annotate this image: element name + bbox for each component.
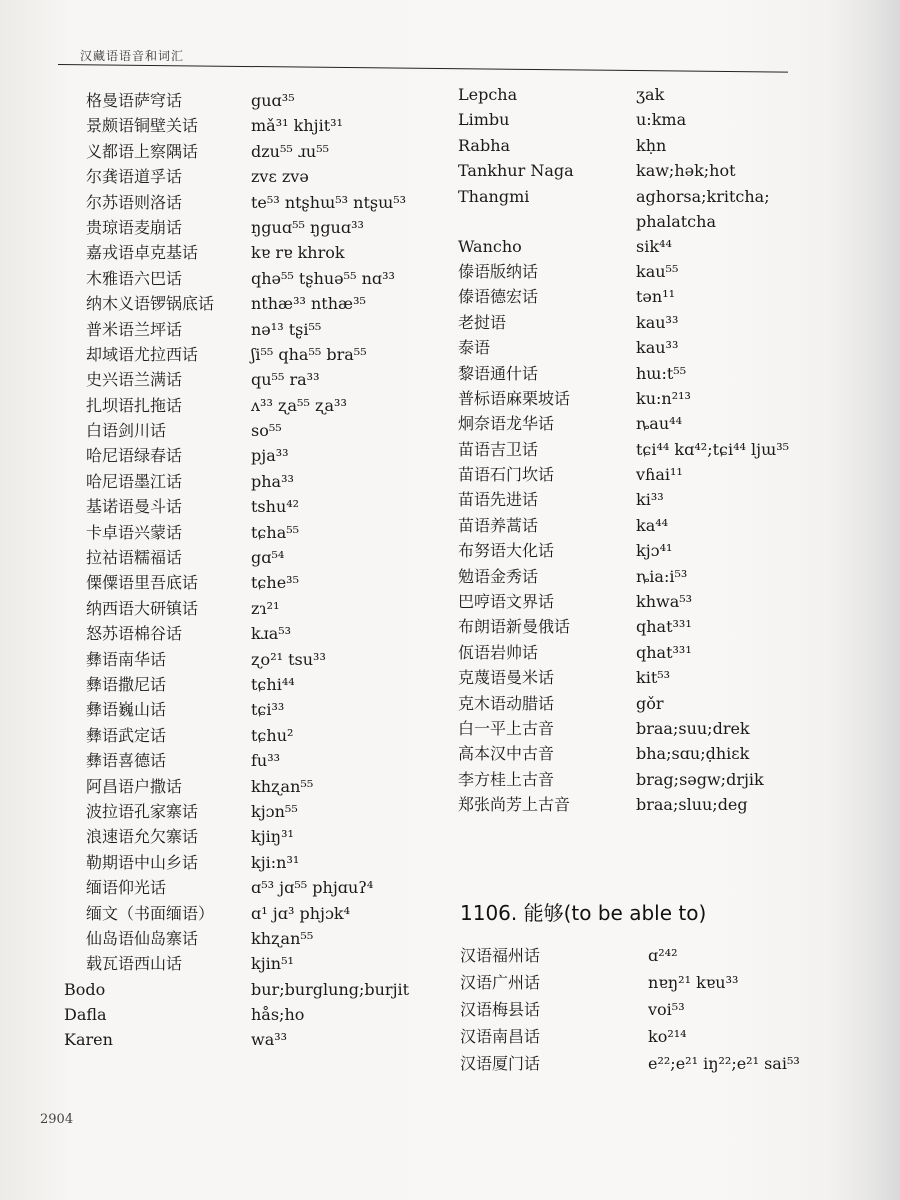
entry-row <box>458 716 818 741</box>
phonetic-form: kɐ rɐ khrok <box>251 243 345 263</box>
entry-row <box>64 418 444 443</box>
language-name: 纳西语大研镇话 <box>86 598 199 618</box>
phonetic-form: te⁵³ ntʂhɯ⁵³ ntʂɯ⁵³ <box>251 192 407 212</box>
language-name: 彝语撒尼话 <box>86 674 167 694</box>
entry-row <box>458 234 818 259</box>
language-name: 怒苏语棉谷话 <box>86 624 183 644</box>
entry-row <box>64 951 444 976</box>
phonetic-form: ʃi⁵⁵ qha⁵⁵ bra⁵⁵ <box>251 344 367 364</box>
phonetic-form: kau⁵⁵ <box>636 261 679 281</box>
language-name: Tankhur Naga <box>458 161 574 181</box>
language-name: 缅语仰光话 <box>86 878 167 898</box>
language-name: 李方桂上古音 <box>458 769 555 789</box>
phonetic-form: pha³³ <box>251 471 294 491</box>
entry-row <box>64 723 444 748</box>
phonetic-form: tɕhe³⁵ <box>251 573 299 593</box>
phonetic-form: ki³³ <box>636 490 664 510</box>
entry-row <box>458 133 818 158</box>
phonetic-form: hås;ho <box>251 1005 305 1025</box>
language-name: 汉语厦门话 <box>460 1054 541 1073</box>
language-name: 阿昌语户撒话 <box>86 776 183 796</box>
language-name: 布努语大化话 <box>458 541 555 561</box>
entry-row <box>458 589 818 614</box>
language-name: 尔苏语则洛话 <box>86 192 183 212</box>
phonetic-form: ku:n²¹³ <box>636 388 691 408</box>
entry-row <box>64 621 444 646</box>
phonetic-form: qhat³³¹ <box>636 642 692 662</box>
language-name: Thangmi <box>458 186 530 206</box>
entry-row <box>458 335 818 360</box>
phonetic-form: qhə⁵⁵ tʂhuə⁵⁵ nɑ³³ <box>251 268 395 288</box>
phonetic-form: bur;burglung;burjit <box>251 979 410 999</box>
left-column <box>64 88 444 1053</box>
phonetic-form: guɑ³⁵ <box>251 91 295 110</box>
entry-row <box>64 240 444 265</box>
phonetic-form: khʐan⁵⁵ <box>251 776 314 796</box>
language-name: 汉语南昌话 <box>460 1027 541 1046</box>
phonetic-form: wa³³ <box>251 1030 288 1050</box>
entry-row <box>64 926 444 951</box>
language-name: 傣语版纳话 <box>458 261 539 281</box>
phonetic-form: sik⁴⁴ <box>636 236 672 256</box>
phonetic-form: ȵia:i⁵³ <box>636 566 688 586</box>
phonetic-form: zvɛ zvə <box>251 167 309 187</box>
phonetic-form: kaw;hək;hot <box>636 161 736 181</box>
entry-row <box>64 113 444 138</box>
phonetic-form: tɕha⁵⁵ <box>251 522 300 542</box>
entry-row <box>458 767 818 792</box>
phonetic-form: hɯ:t⁵⁵ <box>636 363 687 383</box>
entry-row <box>64 291 444 316</box>
phonetic-form: tɕi³³ <box>251 700 285 720</box>
phonetic-form: ɑ²⁴² <box>648 946 678 965</box>
entry-row <box>458 107 818 132</box>
language-name: 拉祜语糯福话 <box>86 548 183 568</box>
phonetic-form: kḥn <box>636 135 667 155</box>
phonetic-form: zɿ²¹ <box>251 598 280 618</box>
header-rule <box>58 64 788 73</box>
language-name: 巴哼语文界话 <box>458 592 555 612</box>
phonetic-form: u:kma <box>636 110 687 130</box>
phonetic-form: tɕhi⁴⁴ <box>251 674 295 694</box>
phonetic-form: kau³³ <box>636 338 679 358</box>
entry-row <box>64 443 444 468</box>
phonetic-form: gǒr <box>636 693 664 713</box>
page-edge-shadow <box>830 0 900 1200</box>
phonetic-form: braa;sluu;deg <box>636 795 748 815</box>
language-name: 郑张尚芳上古音 <box>458 795 571 815</box>
entry-row <box>64 367 444 392</box>
phonetic-form: qu⁵⁵ ra³³ <box>251 370 320 390</box>
phonetic-form: ɑ¹ jɑ³ phjɔk⁴ <box>251 903 351 923</box>
language-name: 布朗语新曼俄话 <box>458 617 571 637</box>
language-name: 佤语岩帅话 <box>458 642 539 662</box>
phonetic-form: ʒak <box>636 85 665 104</box>
entry-row <box>458 259 818 284</box>
entry-row <box>64 774 444 799</box>
phonetic-form: ŋguɑ⁵⁵ ŋguɑ³³ <box>251 217 364 237</box>
phonetic-form: aghorsa;kritcha; phalatcha <box>636 186 770 231</box>
language-name: 白一平上古音 <box>458 718 555 738</box>
entry-row <box>64 190 444 215</box>
phonetic-form: ʌ³³ ʐa⁵⁵ ʐa³³ <box>251 395 347 415</box>
entry-row <box>458 386 818 411</box>
language-name: 汉语广州话 <box>460 973 541 992</box>
entry-row <box>460 1051 820 1078</box>
phonetic-form: kɹa⁵³ <box>251 624 292 644</box>
entry-row <box>64 672 444 697</box>
language-name: 哈尼语墨江话 <box>86 471 183 491</box>
language-name: 勉语金秀话 <box>458 566 539 586</box>
language-name: 苗语先进话 <box>458 490 539 510</box>
entry-row <box>64 824 444 849</box>
running-header: 汉藏语语音和词汇 <box>80 49 185 63</box>
entry-row <box>64 850 444 875</box>
entry-row <box>458 184 818 234</box>
entry-row <box>64 266 444 291</box>
phonetic-form: tɕi⁴⁴ kɑ⁴²;tɕi⁴⁴ ljɯ³⁵ <box>636 439 790 459</box>
entry-row <box>458 741 818 766</box>
entry-row <box>64 139 444 164</box>
language-name: Limbu <box>458 110 510 130</box>
phonetic-form: nthæ³³ nthæ³⁵ <box>251 294 366 314</box>
language-name: 格曼语萨穹话 <box>86 91 183 110</box>
entry-row <box>458 691 818 716</box>
phonetic-form: brag;səgw;drjik <box>636 769 764 789</box>
language-name: 老挝语 <box>458 312 507 332</box>
entry-row <box>64 545 444 570</box>
language-name: 黎语通什话 <box>458 363 539 383</box>
entry-row <box>64 596 444 621</box>
entry-row <box>64 494 444 519</box>
phonetic-form: kau³³ <box>636 312 679 332</box>
language-name: 彝语南华话 <box>86 649 167 669</box>
entry-row <box>64 570 444 595</box>
entry-row <box>460 1024 820 1051</box>
phonetic-form: ɑ⁵³ jɑ⁵⁵ phjɑuʔ⁴ <box>251 878 374 898</box>
language-name: 克蔑语曼米话 <box>458 668 555 688</box>
entry-row <box>460 997 820 1024</box>
language-name: 贵琼语麦崩话 <box>86 217 183 237</box>
language-name: 哈尼语绿春话 <box>86 446 183 466</box>
language-name: Bodo <box>64 979 106 999</box>
right-column <box>458 82 818 818</box>
entry-row <box>64 1002 444 1027</box>
entry-row <box>64 164 444 189</box>
language-name: Lepcha <box>458 85 518 104</box>
entry-row <box>458 462 818 487</box>
language-name: 纳木义语锣锅底话 <box>86 294 215 314</box>
entry-row <box>64 901 444 926</box>
phonetic-form: kit⁵³ <box>636 668 671 688</box>
entry-row <box>64 748 444 773</box>
phonetic-form: kji:n³¹ <box>251 852 300 872</box>
entry-row <box>64 317 444 342</box>
language-name: 史兴语兰满话 <box>86 370 183 390</box>
phonetic-form: tən¹¹ <box>636 287 676 307</box>
entry-row <box>458 614 818 639</box>
language-name: 却域语尤拉西话 <box>86 344 199 364</box>
language-name: 浪速语允欠寨话 <box>86 827 199 847</box>
language-name: 彝语武定话 <box>86 725 167 745</box>
phonetic-form: ko²¹⁴ <box>648 1027 687 1046</box>
entry-row <box>458 538 818 563</box>
language-name: 苗语吉卫话 <box>458 439 539 459</box>
entry-row <box>458 437 818 462</box>
entry-row <box>458 564 818 589</box>
phonetic-form: nɐŋ²¹ kɐu³³ <box>648 973 739 992</box>
phonetic-form: ʐo²¹ tsu³³ <box>251 649 326 669</box>
entry-row <box>64 88 444 113</box>
language-name: 白语剑川话 <box>86 421 167 441</box>
language-name: 扎坝语扎拖话 <box>86 395 183 415</box>
language-name: 傣语德宏话 <box>458 287 539 307</box>
entry-row <box>64 799 444 824</box>
language-name: 仙岛语仙岛寨话 <box>86 928 199 948</box>
phonetic-form: khwa⁵³ <box>636 592 693 612</box>
phonetic-form: bha;sɑu;ḍhiɛk <box>636 744 750 764</box>
phonetic-form: gɑ⁵⁴ <box>251 548 285 568</box>
entry-row <box>64 697 444 722</box>
phonetic-form: fu³³ <box>251 751 281 771</box>
language-name: 义都语上察隅话 <box>86 141 199 161</box>
language-name: Dafla <box>64 1005 107 1025</box>
entry-row <box>460 970 820 997</box>
language-name: 泰语 <box>458 338 491 358</box>
entry-row <box>458 513 818 538</box>
phonetic-form: voi⁵³ <box>648 1000 685 1019</box>
language-name: 勒期语中山乡话 <box>86 852 199 872</box>
phonetic-form: kjin⁵¹ <box>251 954 294 974</box>
phonetic-form: so⁵⁵ <box>251 421 282 441</box>
entry-row <box>64 469 444 494</box>
phonetic-form: e²²;e²¹ iŋ²²;e²¹ sai⁵³ <box>648 1054 800 1073</box>
phonetic-form: nə¹³ tʂi⁵⁵ <box>251 319 322 339</box>
phonetic-form: tshu⁴² <box>251 497 300 517</box>
section-entries <box>460 943 820 1078</box>
language-name: 傈僳语里吾底话 <box>86 573 199 593</box>
phonetic-form: kjiŋ³¹ <box>251 827 294 847</box>
language-name: Rabha <box>458 135 511 155</box>
language-name: 景颇语铜壁关话 <box>86 116 199 136</box>
entry-row <box>458 284 818 309</box>
language-name: Wancho <box>458 236 522 256</box>
language-name: 汉语福州话 <box>460 946 541 965</box>
language-name: 卡卓语兴蒙话 <box>86 522 183 542</box>
phonetic-form: mǎ³¹ khjit³¹ <box>251 116 343 136</box>
entry-row <box>64 342 444 367</box>
language-name: 缅文（书面缅语） <box>86 903 215 923</box>
entry-row <box>458 82 818 107</box>
phonetic-form: khʐan⁵⁵ <box>251 928 314 948</box>
language-name: Karen <box>64 1030 113 1050</box>
phonetic-form: vɦai¹¹ <box>636 465 683 485</box>
entry-row <box>64 393 444 418</box>
language-name: 波拉语孔家寨话 <box>86 801 199 821</box>
language-name: 嘉戎语卓克基话 <box>86 243 199 263</box>
entry-row <box>64 215 444 240</box>
phonetic-form: pja³³ <box>251 446 289 466</box>
entry-row <box>458 640 818 665</box>
entry-row <box>458 792 818 817</box>
entry-row <box>64 520 444 545</box>
language-name: 苗语养蒿话 <box>458 515 539 535</box>
entry-row <box>64 1027 444 1052</box>
phonetic-form: braa;suu;drek <box>636 718 750 738</box>
phonetic-form: kjɔn⁵⁵ <box>251 801 298 821</box>
page-number: 2904 <box>40 1112 74 1127</box>
language-name: 普米语兰坪话 <box>86 319 183 339</box>
language-name: 载瓦语西山话 <box>86 954 183 974</box>
entry-row <box>64 875 444 900</box>
phonetic-form: ȵau⁴⁴ <box>636 414 682 434</box>
entry-row <box>458 158 818 183</box>
language-name: 尔龚语道孚话 <box>86 167 183 187</box>
language-name: 彝语喜德话 <box>86 751 167 771</box>
phonetic-form: ka⁴⁴ <box>636 515 669 535</box>
language-name: 苗语石门坎话 <box>458 465 555 485</box>
phonetic-form: tɕhu² <box>251 725 294 745</box>
entry-row <box>458 361 818 386</box>
entry-row <box>458 665 818 690</box>
phonetic-form: kjɔ⁴¹ <box>636 541 673 561</box>
entry-row <box>64 977 444 1002</box>
section-heading: 1106. 能够(to be able to) <box>460 901 707 925</box>
language-name: 彝语巍山话 <box>86 700 167 720</box>
phonetic-form: dzu⁵⁵ ɹu⁵⁵ <box>251 141 330 161</box>
language-name: 汉语梅县话 <box>460 1000 541 1019</box>
language-name: 克木语动腊话 <box>458 693 555 713</box>
entry-row <box>458 487 818 512</box>
phonetic-form: qhat³³¹ <box>636 617 692 637</box>
language-name: 高本汉中古音 <box>458 744 555 764</box>
language-name: 普标语麻栗坡话 <box>458 388 571 408</box>
language-name: 木雅语六巴话 <box>86 268 183 288</box>
entry-row <box>460 943 820 970</box>
language-name: 基诺语曼斗话 <box>86 497 183 517</box>
entry-row <box>458 310 818 335</box>
language-name: 炯奈语龙华话 <box>458 414 555 434</box>
entry-row <box>64 647 444 672</box>
entry-row <box>458 411 818 436</box>
